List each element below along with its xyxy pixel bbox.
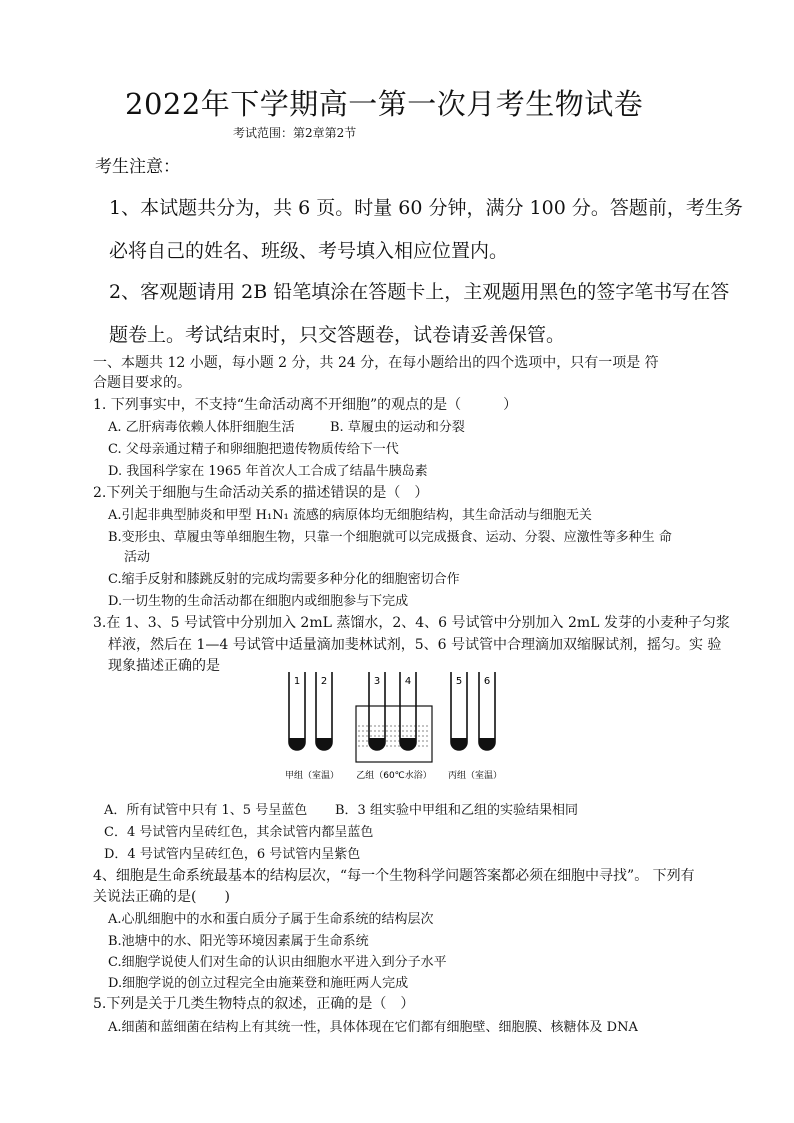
question-2-option-b-line-1: B.变形虫、草履虫等单细胞生物，只靠一个细胞就可以完成摄食、运动、分裂、应激性等多种生 命 [108,530,672,545]
notice-item-1-line-2: 必将自己的姓名、班级、考号填入相应位置内。 [109,240,509,262]
question-4-stem-line-2: 关说法正确的是( ) [93,889,230,905]
question-2-option-b-line-2: 活动 [124,550,151,565]
section-instruction-line-2: 合题目要求的。 [93,375,191,391]
question-1-stem: 1. 下列事实中，不支持“生命活动离不开细胞”的观点的是（ ） [93,397,518,413]
group-label-a: 甲组（室温） [284,771,340,781]
notice-item-1-line-1: 1、本试题共分为，共 6 页。时量 60 分钟，满分 100 分。答题前，考生务 [109,197,743,219]
question-1-option-b: B. 草履虫的运动和分裂 [330,420,465,435]
question-2-option-d: D.一切生物的生命活动都在细胞内或细胞参与下完成 [108,594,409,609]
water-bath [356,706,432,762]
tube-label-4: 4 [404,676,412,687]
page-title: 2022年下学期高一第一次月考生物试卷 [125,87,644,121]
question-4-stem-line-1: 4、细胞是生命系统最基本的结构层次，“每一个生物科学问题答案都必须在细胞中寻找”。 下列有 [93,868,695,884]
exam-range: 考试范围：第2章第2节 [233,126,357,140]
section-instruction-line-1: 一、本题共 12 小题，每小题 2 分，共 24 分，在每小题给出的四个选项中，只有一项是 符 [93,355,659,371]
question-4-option-b: B.池塘中的水、阳光等环境因素属于生命系统 [108,934,369,949]
question-5-stem: 5.下列是关于几类生物特点的叙述，正确的是（ ） [93,996,415,1012]
question-2-option-a: A.引起非典型肺炎和甲型 H₁N₁ 流感的病原体均无细胞结构，其生命活动与细胞无关 [108,508,592,523]
notice-heading: 考生注意： [95,157,180,177]
question-2-stem: 2.下列关于细胞与生命活动关系的描述错误的是（ ） [93,485,429,501]
question-5-option-a: A.细菌和蓝细菌在结构上有其统一性，具体体现在它们都有细胞壁、细胞膜、核糖体及 DNA [108,1020,638,1035]
question-4-option-a: A.心肌细胞中的水和蛋白质分子属于生命系统的结构层次 [108,912,434,927]
question-3-stem-line-3: 现象描述正确的是 [108,658,220,674]
tube-label-2: 2 [320,676,328,687]
question-1-option-a: A. 乙肝病毒依赖人体肝细胞生活 [108,420,295,435]
question-3-stem-line-1: 3.在 1、3、5 号试管中分别加入 2mL 蒸馏水，2、4、6 号试管中分别加入 2mL 发芽的小麦种子匀浆 [93,615,730,631]
question-1-option-d: D. 我国科学家在 1965 年首次人工合成了结晶牛胰岛素 [108,464,428,479]
question-3-option-a: A．所有试管中只有 1、5 号呈蓝色 [104,803,308,818]
tube-label-5: 5 [455,676,463,687]
question-4-option-d: D.细胞学说的创立过程完全由施莱登和施旺两人完成 [108,976,409,991]
tube-label-3: 3 [373,676,381,687]
question-3-option-c: C．4 号试管内呈砖红色，其余试管内都呈蓝色 [104,825,374,840]
question-2-option-c: C.缩手反射和膝跳反射的完成均需要多种分化的细胞密切合作 [108,572,460,587]
question-3-option-b: B．3 组实验中甲组和乙组的实验结果相同 [335,803,578,818]
notice-item-2-line-2: 题卷上。考试结束时，只交答题卷，试卷请妥善保管。 [109,324,566,346]
test-tube-figure [270,668,510,788]
notice-item-2-line-1: 2、客观题请用 2B 铅笔填涂在答题卡上，主观题用黑色的签字笔书写在答 [109,281,730,303]
tube-label-1: 1 [293,676,301,687]
question-4-option-c: C.细胞学说使人们对生命的认识由细胞水平进入到分子水平 [108,955,447,970]
tube-label-6: 6 [483,676,491,687]
group-label-c: 丙组（室温） [447,771,503,781]
question-3-option-d: D．4 号试管内呈砖红色，6 号试管内呈紫色 [104,847,361,862]
question-1-option-c: C. 父母亲通过精子和卵细胞把遗传物质传给下一代 [108,442,399,457]
group-label-b: 乙组（60℃水浴） [356,771,432,781]
question-3-stem-line-2: 样液，然后在 1—4 号试管中适量滴加斐林试剂，5、6 号试管中合理滴加双缩脲试剂，摇匀。实 验 [108,637,722,653]
